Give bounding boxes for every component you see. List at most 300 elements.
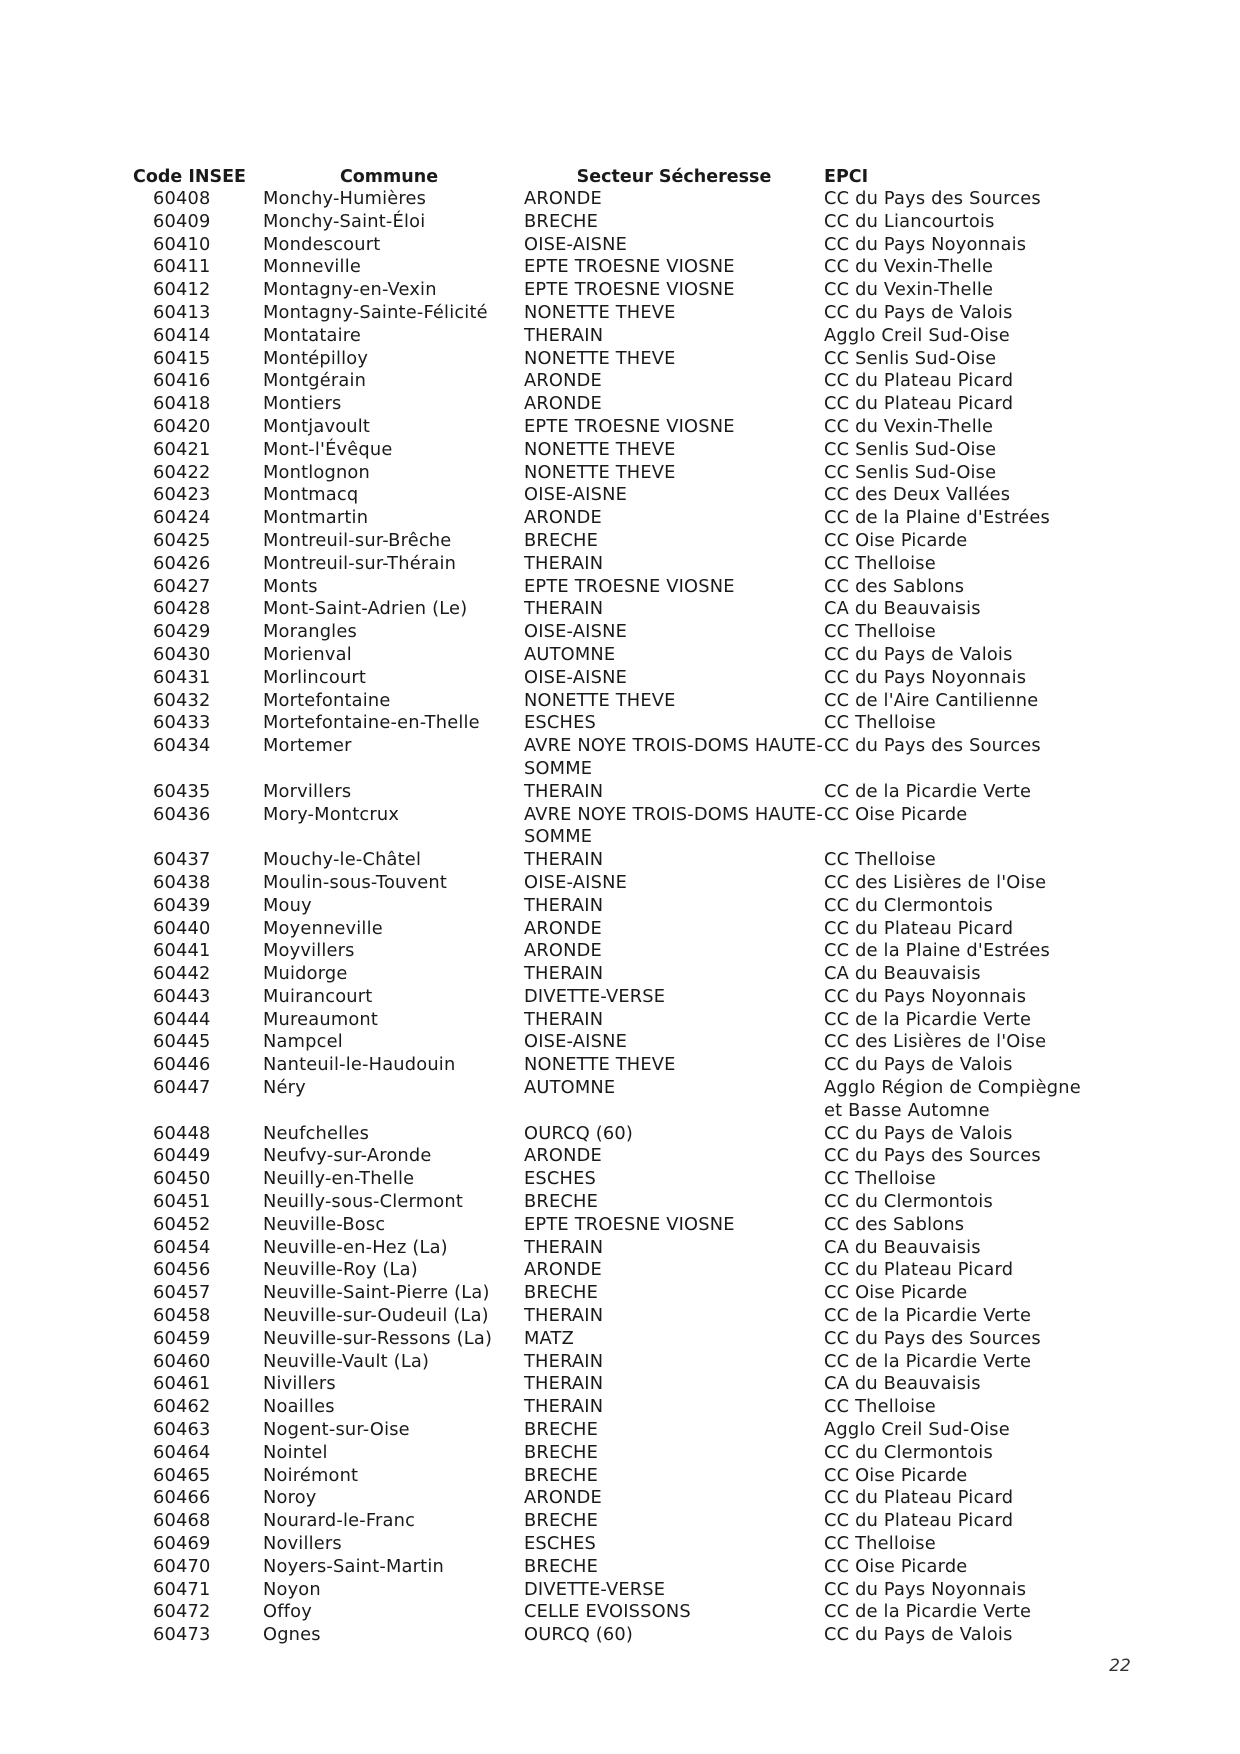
cell-commune: Noroy xyxy=(263,1487,317,1509)
cell-commune: Neuville-Saint-Pierre (La) xyxy=(263,1282,490,1304)
table-row xyxy=(125,576,1105,599)
cell-epci: CC Oise Picarde xyxy=(824,529,968,551)
cell-secteur-secheresse: OURCQ (60) xyxy=(524,1624,634,1646)
cell-epci: CC Senlis Sud-Oise xyxy=(824,461,997,483)
cell-epci: CC du Plateau Picard xyxy=(824,1510,1014,1532)
cell-secteur-secheresse: OISE-AISNE xyxy=(524,1031,628,1053)
table-row xyxy=(125,895,1105,918)
cell-epci: CA du Beauvaisis xyxy=(824,1236,981,1258)
cell-code-insee: 60454 xyxy=(153,1236,211,1258)
cell-secteur-secheresse: BRECHE xyxy=(524,1282,599,1304)
header-code-insee: Code INSEE xyxy=(132,167,247,187)
cell-secteur-secheresse: ARONDE xyxy=(524,1487,602,1509)
table-body xyxy=(125,188,1105,1647)
cell-commune: Morienval xyxy=(263,643,352,665)
cell-code-insee: 60435 xyxy=(153,780,211,802)
cell-code-insee: 60434 xyxy=(153,735,211,757)
table-row xyxy=(125,256,1105,279)
cell-code-insee: 60465 xyxy=(153,1464,211,1486)
table-row xyxy=(125,484,1105,507)
cell-commune: Neuville-Vault (La) xyxy=(263,1350,430,1372)
cell-code-insee: 60472 xyxy=(153,1601,211,1623)
table-row xyxy=(125,1054,1105,1077)
table-row xyxy=(125,804,1105,850)
table-row xyxy=(125,462,1105,485)
table-row xyxy=(125,1237,1105,1260)
cell-secteur-secheresse: NONETTE THEVE xyxy=(524,438,676,460)
cell-commune: Montreuil-sur-Thérain xyxy=(263,552,457,574)
cell-commune: Mory-Montcrux xyxy=(263,803,400,825)
table-row xyxy=(125,712,1105,735)
cell-commune: Noyon xyxy=(263,1578,321,1600)
cell-secteur-secheresse: BRECHE xyxy=(524,1510,599,1532)
cell-code-insee: 60450 xyxy=(153,1168,211,1190)
cell-code-insee: 60421 xyxy=(153,438,211,460)
cell-secteur-secheresse: DIVETTE-VERSE xyxy=(524,985,666,1007)
table-row xyxy=(125,1031,1105,1054)
cell-epci: CC Oise Picarde xyxy=(824,1555,968,1577)
cell-secteur-secheresse: THERAIN xyxy=(524,324,604,346)
cell-secteur-secheresse: BRECHE xyxy=(524,1441,599,1463)
cell-secteur-secheresse: THERAIN xyxy=(524,552,604,574)
cell-code-insee: 60422 xyxy=(153,461,211,483)
cell-secteur-secheresse: THERAIN xyxy=(524,598,604,620)
cell-commune: Noirémont xyxy=(263,1464,359,1486)
cell-secteur-secheresse: MATZ xyxy=(524,1327,574,1349)
cell-commune: Nivillers xyxy=(263,1373,336,1395)
cell-commune: Moyvillers xyxy=(263,940,355,962)
header-secteur-secheresse: Secteur Sécheresse xyxy=(576,167,772,187)
table-row xyxy=(125,439,1105,462)
cell-secteur-secheresse: THERAIN xyxy=(524,780,604,802)
cell-epci: CA du Beauvaisis xyxy=(824,598,981,620)
cell-secteur-secheresse: ARONDE xyxy=(524,917,602,939)
cell-code-insee: 60464 xyxy=(153,1441,211,1463)
table-row xyxy=(125,188,1105,211)
cell-code-insee: 60428 xyxy=(153,598,211,620)
cell-epci: CC Thelloise xyxy=(824,621,936,643)
cell-commune: Neuville-sur-Ressons (La) xyxy=(263,1327,493,1349)
cell-commune: Neuville-en-Hez (La) xyxy=(263,1236,448,1258)
cell-commune: Nointel xyxy=(263,1441,328,1463)
cell-epci: Agglo Région de Compiègne et Basse Automne xyxy=(824,1077,1081,1121)
cell-secteur-secheresse: OURCQ (60) xyxy=(524,1122,634,1144)
cell-secteur-secheresse: EPTE TROESNE VIOSNE xyxy=(524,1213,735,1235)
table-row xyxy=(125,644,1105,667)
table-row xyxy=(125,1556,1105,1579)
cell-secteur-secheresse: EPTE TROESNE VIOSNE xyxy=(524,415,735,437)
cell-epci: CC de l'Aire Cantilienne xyxy=(824,689,1039,711)
cell-epci: CC du Clermontois xyxy=(824,894,993,916)
cell-code-insee: 60415 xyxy=(153,347,211,369)
cell-code-insee: 60458 xyxy=(153,1305,211,1327)
cell-commune: Morangles xyxy=(263,621,357,643)
cell-code-insee: 60468 xyxy=(153,1510,211,1532)
cell-code-insee: 60456 xyxy=(153,1259,211,1281)
cell-epci: Agglo Creil Sud-Oise xyxy=(824,1419,1010,1441)
cell-secteur-secheresse: THERAIN xyxy=(524,1350,604,1372)
table-row xyxy=(125,1259,1105,1282)
cell-secteur-secheresse: NONETTE THEVE xyxy=(524,301,676,323)
cell-secteur-secheresse: BRECHE xyxy=(524,1464,599,1486)
cell-secteur-secheresse: THERAIN xyxy=(524,1236,604,1258)
table-row xyxy=(125,1601,1105,1624)
cell-code-insee: 60461 xyxy=(153,1373,211,1395)
cell-epci: CC de la Picardie Verte xyxy=(824,780,1032,802)
table-row xyxy=(125,1123,1105,1146)
cell-epci: CC de la Picardie Verte xyxy=(824,1350,1032,1372)
cell-secteur-secheresse: AVRE NOYE TROIS-DOMS HAUTE-SOMME xyxy=(524,735,824,779)
cell-epci: CC Thelloise xyxy=(824,712,936,734)
cell-code-insee: 60436 xyxy=(153,803,211,825)
table-row xyxy=(125,1373,1105,1396)
cell-code-insee: 60462 xyxy=(153,1396,211,1418)
cell-commune: Mouchy-le-Châtel xyxy=(263,849,422,871)
cell-commune: Montlognon xyxy=(263,461,370,483)
table-row xyxy=(125,348,1105,371)
cell-commune: Noyers-Saint-Martin xyxy=(263,1555,444,1577)
cell-secteur-secheresse: NONETTE THEVE xyxy=(524,461,676,483)
cell-code-insee: 60447 xyxy=(153,1077,211,1099)
cell-commune: Mouy xyxy=(263,894,312,916)
cell-epci: CC de la Picardie Verte xyxy=(824,1305,1032,1327)
cell-code-insee: 60433 xyxy=(153,712,211,734)
cell-code-insee: 60445 xyxy=(153,1031,211,1053)
cell-code-insee: 60425 xyxy=(153,529,211,551)
table-row xyxy=(125,393,1105,416)
cell-epci: CC Senlis Sud-Oise xyxy=(824,347,997,369)
cell-commune: Ognes xyxy=(263,1624,321,1646)
table-row xyxy=(125,530,1105,553)
cell-secteur-secheresse: BRECHE xyxy=(524,1419,599,1441)
cell-secteur-secheresse: OISE-AISNE xyxy=(524,666,628,688)
cell-code-insee: 60446 xyxy=(153,1054,211,1076)
cell-code-insee: 60424 xyxy=(153,507,211,529)
cell-secteur-secheresse: NONETTE THEVE xyxy=(524,1054,676,1076)
cell-epci: CC des Lisières de l'Oise xyxy=(824,871,1047,893)
cell-epci: CC du Clermontois xyxy=(824,1441,993,1463)
cell-epci: CA du Beauvaisis xyxy=(824,963,981,985)
cell-epci: CC du Pays des Sources xyxy=(824,735,1041,757)
table-row xyxy=(125,1191,1105,1214)
cell-commune: Mortefontaine xyxy=(263,689,391,711)
table-row xyxy=(125,872,1105,895)
cell-code-insee: 60443 xyxy=(153,985,211,1007)
table-row xyxy=(125,1328,1105,1351)
table-row xyxy=(125,1465,1105,1488)
cell-epci: CC de la Plaine d'Estrées xyxy=(824,940,1050,962)
cell-epci: CC Thelloise xyxy=(824,1396,936,1418)
cell-code-insee: 60427 xyxy=(153,575,211,597)
cell-epci: CC du Plateau Picard xyxy=(824,393,1014,415)
cell-code-insee: 60452 xyxy=(153,1213,211,1235)
cell-commune: Neuville-Bosc xyxy=(263,1213,386,1235)
table-row xyxy=(125,1487,1105,1510)
cell-commune: Offoy xyxy=(263,1601,312,1623)
cell-secteur-secheresse: THERAIN xyxy=(524,963,604,985)
cell-epci: CC des Lisières de l'Oise xyxy=(824,1031,1047,1053)
cell-code-insee: 60470 xyxy=(153,1555,211,1577)
table-row xyxy=(125,1351,1105,1374)
cell-code-insee: 60449 xyxy=(153,1145,211,1167)
cell-epci: CA du Beauvaisis xyxy=(824,1373,981,1395)
cell-commune: Noailles xyxy=(263,1396,335,1418)
cell-code-insee: 60439 xyxy=(153,894,211,916)
cell-commune: Montgérain xyxy=(263,370,367,392)
cell-code-insee: 60414 xyxy=(153,324,211,346)
table-row xyxy=(125,1419,1105,1442)
cell-epci: CC Oise Picarde xyxy=(824,803,968,825)
cell-commune: Neufvy-sur-Aronde xyxy=(263,1145,432,1167)
table-row xyxy=(125,370,1105,393)
cell-epci: CC de la Picardie Verte xyxy=(824,1008,1032,1030)
cell-epci: CC du Plateau Picard xyxy=(824,1259,1014,1281)
table-row xyxy=(125,1214,1105,1237)
cell-epci: CC du Pays de Valois xyxy=(824,301,1013,323)
table-row xyxy=(125,667,1105,690)
table-row xyxy=(125,1282,1105,1305)
cell-code-insee: 60431 xyxy=(153,666,211,688)
cell-commune: Novillers xyxy=(263,1533,342,1555)
cell-commune: Montagny-Sainte-Félicité xyxy=(263,301,488,323)
cell-secteur-secheresse: THERAIN xyxy=(524,1373,604,1395)
cell-epci: CC du Pays de Valois xyxy=(824,1624,1013,1646)
cell-secteur-secheresse: ARONDE xyxy=(524,188,602,209)
table-row xyxy=(125,1077,1105,1123)
table-row xyxy=(125,963,1105,986)
cell-commune: Néry xyxy=(263,1077,306,1099)
cell-commune: Mortemer xyxy=(263,735,352,757)
table-row xyxy=(125,735,1105,781)
cell-secteur-secheresse: EPTE TROESNE VIOSNE xyxy=(524,279,735,301)
cell-code-insee: 60426 xyxy=(153,552,211,574)
cell-commune: Moulin-sous-Touvent xyxy=(263,871,448,893)
cell-code-insee: 60411 xyxy=(153,256,211,278)
cell-epci: CC Thelloise xyxy=(824,552,936,574)
table-row xyxy=(125,507,1105,530)
cell-code-insee: 60429 xyxy=(153,621,211,643)
table-row xyxy=(125,279,1105,302)
cell-secteur-secheresse: THERAIN xyxy=(524,894,604,916)
table-row xyxy=(125,1168,1105,1191)
cell-epci: CC du Pays des Sources xyxy=(824,1327,1041,1349)
cell-epci: CC du Pays Noyonnais xyxy=(824,666,1027,688)
cell-code-insee: 60408 xyxy=(153,188,211,209)
table-row xyxy=(125,781,1105,804)
table-row xyxy=(125,302,1105,325)
cell-code-insee: 60471 xyxy=(153,1578,211,1600)
cell-epci: CC du Pays de Valois xyxy=(824,643,1013,665)
cell-code-insee: 60469 xyxy=(153,1533,211,1555)
cell-epci: CC de la Plaine d'Estrées xyxy=(824,507,1050,529)
cell-secteur-secheresse: OISE-AISNE xyxy=(524,484,628,506)
cell-commune: Montreuil-sur-Brêche xyxy=(263,529,452,551)
cell-secteur-secheresse: AVRE NOYE TROIS-DOMS HAUTE-SOMME xyxy=(524,803,824,848)
cell-epci: CC Oise Picarde xyxy=(824,1464,968,1486)
cell-epci: CC du Pays Noyonnais xyxy=(824,233,1027,255)
cell-code-insee: 60457 xyxy=(153,1282,211,1304)
cell-code-insee: 60466 xyxy=(153,1487,211,1509)
cell-commune: Mont-l'Évêque xyxy=(263,438,393,460)
cell-epci: CC du Vexin-Thelle xyxy=(824,415,994,437)
cell-commune: Neuilly-en-Thelle xyxy=(263,1168,415,1190)
table-row xyxy=(125,553,1105,576)
cell-commune: Moyenneville xyxy=(263,917,383,939)
cell-epci: CC Thelloise xyxy=(824,849,936,871)
cell-epci: CC Thelloise xyxy=(824,1168,936,1190)
table-row xyxy=(125,598,1105,621)
cell-epci: CC du Liancourtois xyxy=(824,210,995,232)
cell-code-insee: 60460 xyxy=(153,1350,211,1372)
cell-code-insee: 60438 xyxy=(153,871,211,893)
cell-code-insee: 60413 xyxy=(153,301,211,323)
cell-epci: CC du Plateau Picard xyxy=(824,370,1014,392)
cell-commune: Montépilloy xyxy=(263,347,369,369)
cell-secteur-secheresse: OISE-AISNE xyxy=(524,233,628,255)
page-number: 22 xyxy=(1109,1656,1131,1676)
table-row xyxy=(125,986,1105,1009)
header-epci: EPCI xyxy=(824,167,869,187)
cell-secteur-secheresse: AUTOMNE xyxy=(524,1077,616,1099)
header-commune: Commune xyxy=(339,167,439,187)
cell-commune: Montataire xyxy=(263,324,362,346)
table-row xyxy=(125,1579,1105,1602)
cell-epci: CC du Pays Noyonnais xyxy=(824,1578,1027,1600)
cell-secteur-secheresse: ESCHES xyxy=(524,1168,597,1190)
cell-code-insee: 60441 xyxy=(153,940,211,962)
cell-commune: Neufchelles xyxy=(263,1122,370,1144)
cell-secteur-secheresse: ESCHES xyxy=(524,712,597,734)
table-row xyxy=(125,1145,1105,1168)
cell-secteur-secheresse: ESCHES xyxy=(524,1533,597,1555)
cell-epci: CC du Pays Noyonnais xyxy=(824,985,1027,1007)
cell-secteur-secheresse: BRECHE xyxy=(524,210,599,232)
cell-epci: CC de la Picardie Verte xyxy=(824,1601,1032,1623)
cell-epci: CC du Pays de Valois xyxy=(824,1122,1013,1144)
table-row xyxy=(125,1533,1105,1556)
cell-code-insee: 60420 xyxy=(153,415,211,437)
cell-epci: CC du Pays des Sources xyxy=(824,1145,1041,1167)
cell-commune: Mortefontaine-en-Thelle xyxy=(263,712,480,734)
cell-commune: Nourard-le-Franc xyxy=(263,1510,416,1532)
cell-epci: CC des Sablons xyxy=(824,575,965,597)
cell-code-insee: 60459 xyxy=(153,1327,211,1349)
cell-commune: Montjavoult xyxy=(263,415,371,437)
cell-epci: Agglo Creil Sud-Oise xyxy=(824,324,1010,346)
cell-code-insee: 60442 xyxy=(153,963,211,985)
cell-epci: CC Senlis Sud-Oise xyxy=(824,438,997,460)
cell-code-insee: 60410 xyxy=(153,233,211,255)
cell-commune: Montmartin xyxy=(263,507,369,529)
cell-epci: CC Thelloise xyxy=(824,1533,936,1555)
table-row xyxy=(125,918,1105,941)
cell-commune: Montagny-en-Vexin xyxy=(263,279,437,301)
cell-epci: CC du Plateau Picard xyxy=(824,917,1014,939)
cell-secteur-secheresse: THERAIN xyxy=(524,1305,604,1327)
cell-secteur-secheresse: NONETTE THEVE xyxy=(524,689,676,711)
cell-code-insee: 60437 xyxy=(153,849,211,871)
cell-secteur-secheresse: THERAIN xyxy=(524,1396,604,1418)
cell-secteur-secheresse: ARONDE xyxy=(524,393,602,415)
cell-commune: Muidorge xyxy=(263,963,348,985)
table-row xyxy=(125,1510,1105,1533)
cell-commune: Monneville xyxy=(263,256,361,278)
cell-commune: Nanteuil-le-Haudouin xyxy=(263,1054,456,1076)
table-header-row xyxy=(125,166,1105,188)
cell-commune: Morvillers xyxy=(263,780,352,802)
cell-secteur-secheresse: BRECHE xyxy=(524,1191,599,1213)
cell-secteur-secheresse: EPTE TROESNE VIOSNE xyxy=(524,256,735,278)
cell-code-insee: 60409 xyxy=(153,210,211,232)
cell-secteur-secheresse: OISE-AISNE xyxy=(524,621,628,643)
cell-secteur-secheresse: THERAIN xyxy=(524,849,604,871)
cell-code-insee: 60430 xyxy=(153,643,211,665)
cell-commune: Monts xyxy=(263,575,318,597)
cell-code-insee: 60451 xyxy=(153,1191,211,1213)
table-row xyxy=(125,1009,1105,1032)
cell-secteur-secheresse: DIVETTE-VERSE xyxy=(524,1578,666,1600)
cell-epci: CC du Vexin-Thelle xyxy=(824,279,994,301)
table-row xyxy=(125,849,1105,872)
cell-commune: Nampcel xyxy=(263,1031,343,1053)
cell-epci: CC du Vexin-Thelle xyxy=(824,256,994,278)
cell-secteur-secheresse: THERAIN xyxy=(524,1008,604,1030)
cell-code-insee: 60418 xyxy=(153,393,211,415)
cell-commune: Morlincourt xyxy=(263,666,367,688)
cell-commune: Monchy-Saint-Éloi xyxy=(263,210,426,232)
cell-code-insee: 60463 xyxy=(153,1419,211,1441)
table-row xyxy=(125,234,1105,257)
cell-secteur-secheresse: AUTOMNE xyxy=(524,643,616,665)
cell-epci: CC Oise Picarde xyxy=(824,1282,968,1304)
table-row xyxy=(125,416,1105,439)
cell-code-insee: 60440 xyxy=(153,917,211,939)
cell-commune: Neuville-Roy (La) xyxy=(263,1259,418,1281)
cell-commune: Montiers xyxy=(263,393,342,415)
cell-commune: Mureaumont xyxy=(263,1008,379,1030)
table-row xyxy=(125,1624,1105,1647)
cell-secteur-secheresse: OISE-AISNE xyxy=(524,871,628,893)
cell-secteur-secheresse: EPTE TROESNE VIOSNE xyxy=(524,575,735,597)
cell-secteur-secheresse: ARONDE xyxy=(524,940,602,962)
cell-secteur-secheresse: NONETTE THEVE xyxy=(524,347,676,369)
cell-commune: Monchy-Humières xyxy=(263,188,427,209)
table-row xyxy=(125,690,1105,713)
table-row xyxy=(125,1396,1105,1419)
cell-epci: CC du Plateau Picard xyxy=(824,1487,1014,1509)
cell-epci: CC du Pays de Valois xyxy=(824,1054,1013,1076)
table-row xyxy=(125,1442,1105,1465)
cell-commune: Mont-Saint-Adrien (Le) xyxy=(263,598,468,620)
cell-epci: CC des Deux Vallées xyxy=(824,484,1011,506)
table-row xyxy=(125,211,1105,234)
cell-commune: Neuilly-sous-Clermont xyxy=(263,1191,463,1213)
cell-commune: Muirancourt xyxy=(263,985,373,1007)
cell-code-insee: 60444 xyxy=(153,1008,211,1030)
cell-secteur-secheresse: CELLE EVOISSONS xyxy=(524,1601,691,1623)
cell-secteur-secheresse: BRECHE xyxy=(524,529,599,551)
cell-secteur-secheresse: ARONDE xyxy=(524,507,602,529)
cell-secteur-secheresse: ARONDE xyxy=(524,370,602,392)
cell-code-insee: 60423 xyxy=(153,484,211,506)
cell-epci: CC du Pays des Sources xyxy=(824,188,1041,209)
cell-code-insee: 60416 xyxy=(153,370,211,392)
cell-commune: Montmacq xyxy=(263,484,359,506)
cell-code-insee: 60432 xyxy=(153,689,211,711)
cell-secteur-secheresse: BRECHE xyxy=(524,1555,599,1577)
cell-epci: CC du Clermontois xyxy=(824,1191,993,1213)
cell-code-insee: 60412 xyxy=(153,279,211,301)
